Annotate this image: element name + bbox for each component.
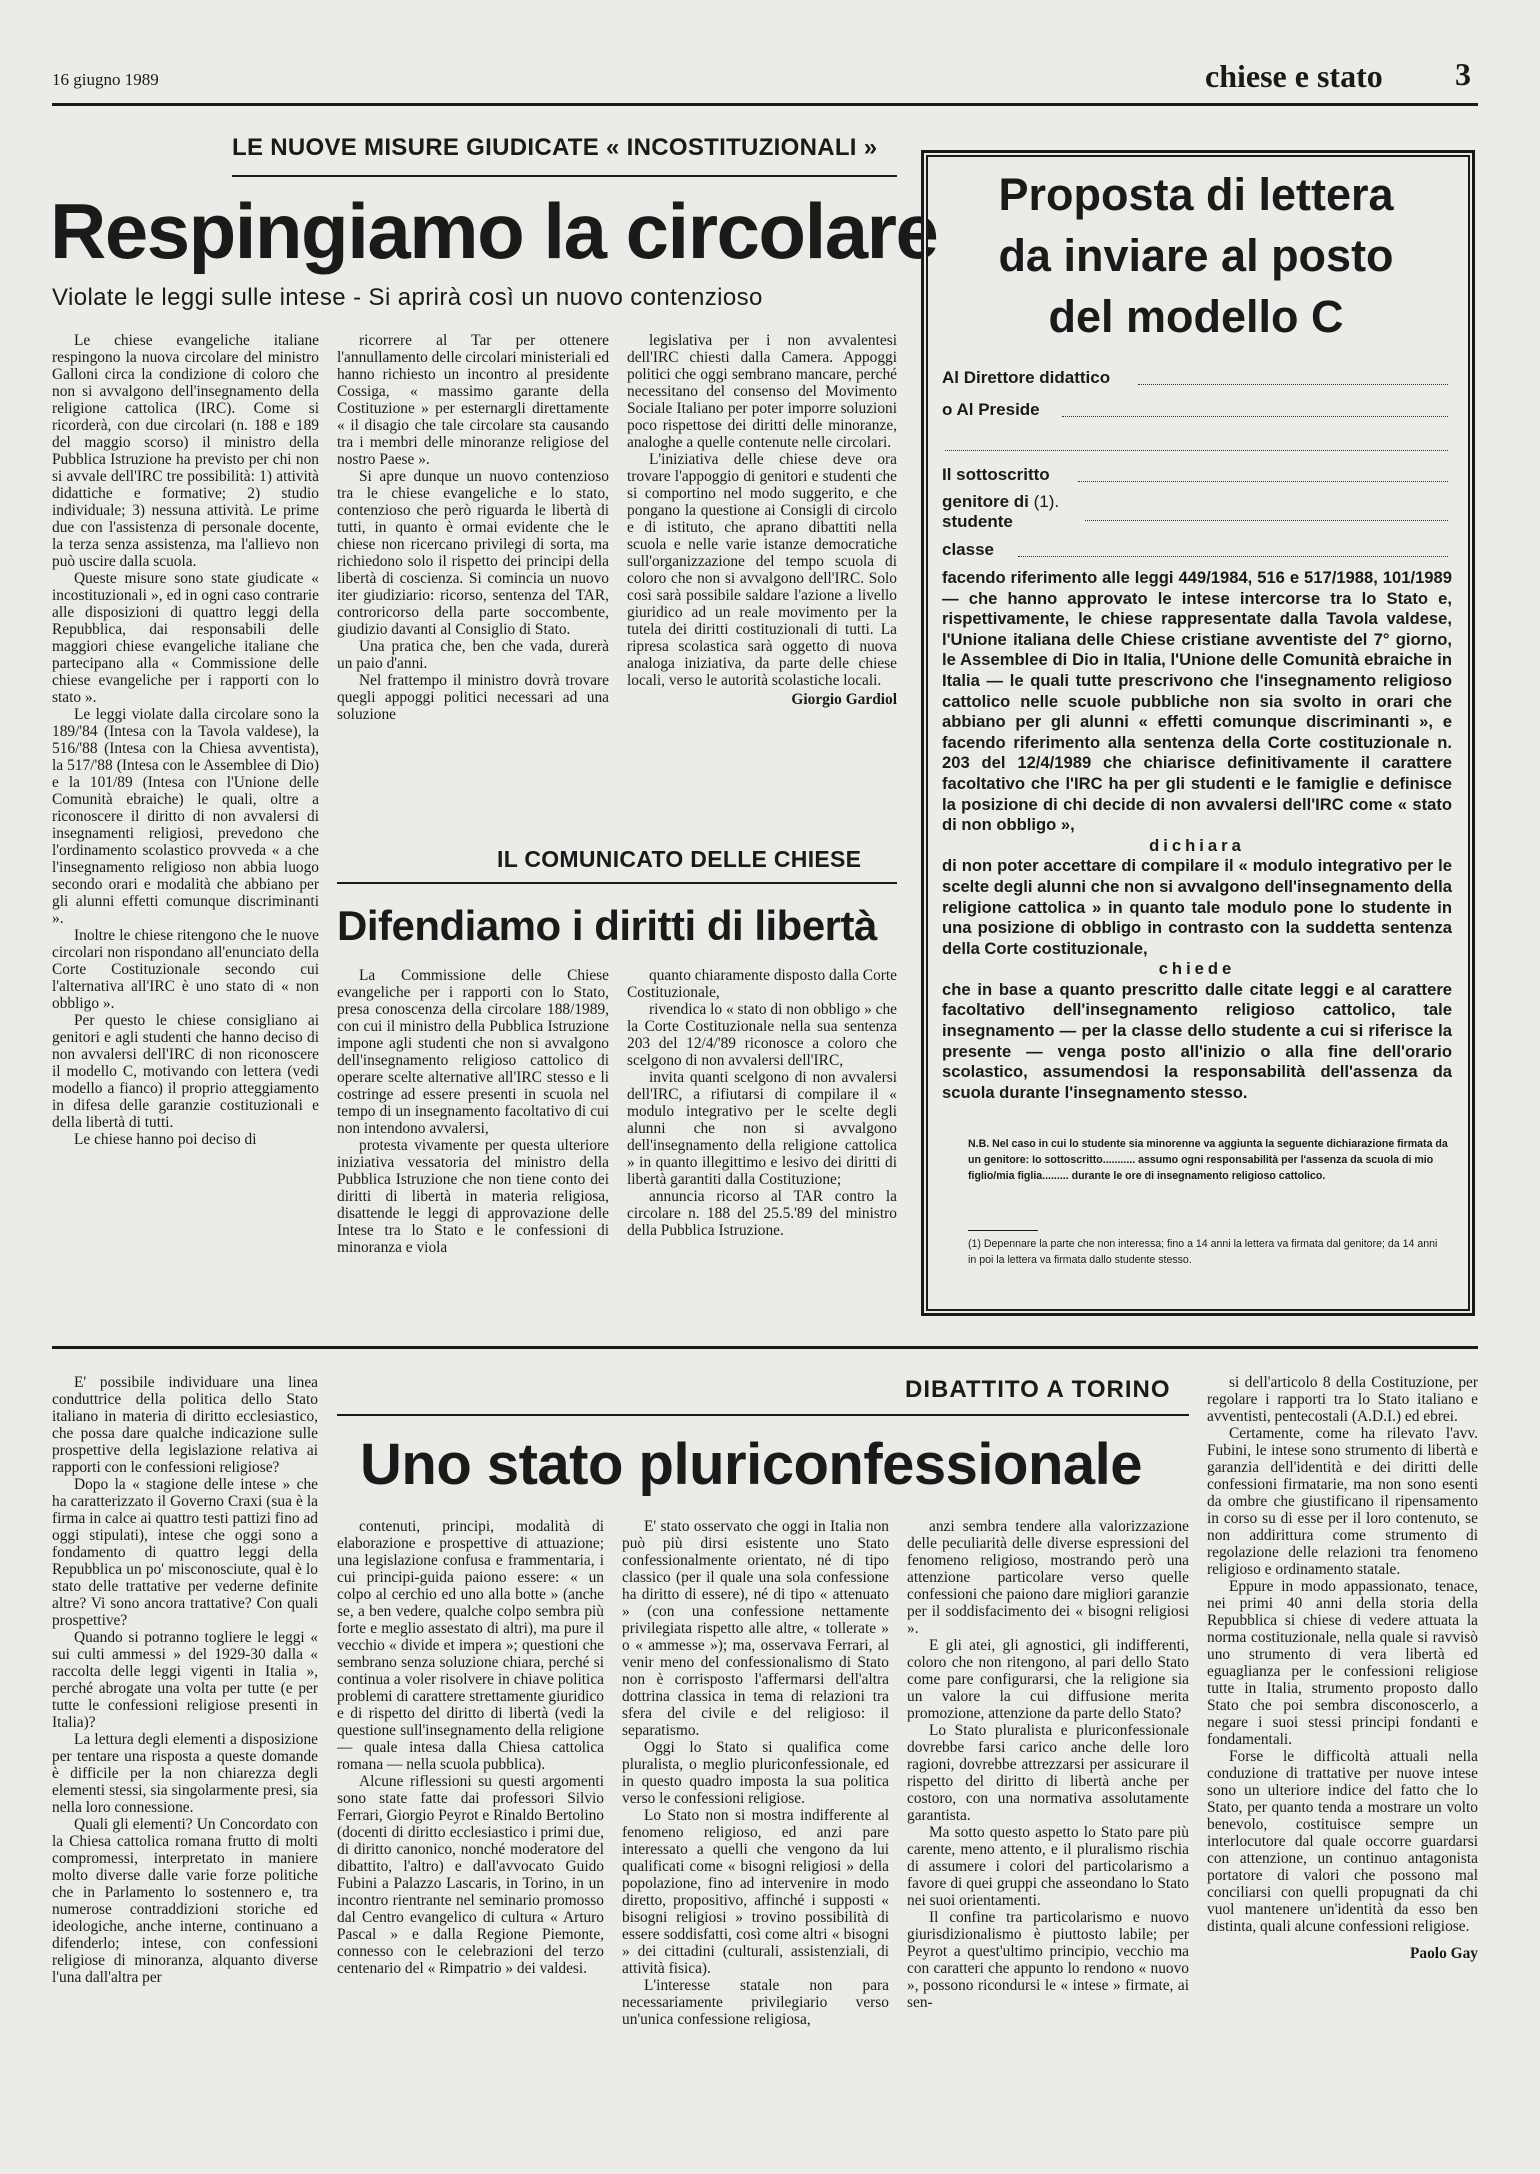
article1-column-2 xyxy=(337,332,609,818)
article3-kicker: DIBATTITO A TORINO xyxy=(905,1376,1171,1403)
paragraph: invita quanti scelgono di non avvalersi dell'IRC, a rifiutarsi di compilare il « modulo integrativo per le scelte degli alunni che non si avvalgono dell'insegnamento della religione cattolica » in quanto illegittimo e lesivo dei diritti di libertà garantiti dalla Costituzione; xyxy=(627,1069,897,1188)
signer-line xyxy=(1078,481,1448,482)
to-director-line xyxy=(1138,384,1448,385)
letter-box-title-line: Proposta di lettera xyxy=(998,169,1394,220)
paragraph: L'iniziativa delle chiese deve ora trovare l'appoggio di genitori e studenti che si comportino nel modo suggerito, e che pongano la questione ai Consigli di circolo e di istituto, che aprano dibattiti nella scuola e nelle varie istanze democratiche sull'organizzazione del tempo scuola di coloro che non si avvalgono dell'IRC. Solo così sarà possibile saldare l'azione a livello giuridico ad un reale movimento per la tutela dei diritti costituzionali di tutti. La ripresa scolastica sarà oggetto di nuova analoga iniziativa, da parte delle chiese locali, verso le autorità scolastiche locali. xyxy=(627,451,897,689)
article3-column-1 xyxy=(52,1374,318,2164)
paragraph: Lo Stato non si mostra indifferente al fenomeno religioso, ed anzi pare interessato a quelli che vengono da lui qualificati come « bisogni religiosi » della popolazione, fino ad intervenire in modo diretto, propositivo, affinché i supposti « bisogni religiosi » trovino possibilità di essere soddisfatti, così come altri « bisogni » dei cittadini (culturali, assistenziali, di attività fisica). xyxy=(622,1807,889,1977)
parent-label xyxy=(942,492,1059,512)
letter-paragraph: di non poter accettare di compilare il « modulo integrativo per le scelte degli alunni che non si avvalgono dell'insegnamento della religione cattolica » in quanto tale modulo pone lo studente in una posizione di obbligo in contrasto con la suddetta sentenza della Corte costituzionale, xyxy=(942,856,1452,958)
paragraph: Certamente, come ha rilevato l'avv. Fubini, le intese sono strumento di libertà e garanzia dell'identità e dei diritti delle confessioni firmatarie, ma non sono esenti da ombre che giustificano il ripensamento in corso su di esse per il loro contenuto, se non addirittura come strumento di regolazione delle relazioni tra fenomeno religioso e ordinamento statale. xyxy=(1207,1425,1478,1578)
letter-nb: N.B. Nel caso in cui lo studente sia minorenne va aggiunta la seguente dichiarazione firmata da un genitore: Io sottoscritto........... assumo ogni responsabilità per l'assenza da scuola di mio figlio/mia figlia......... durante le ore di insegnamento religioso cattolico. xyxy=(968,1138,1448,1182)
paragraph: Ma sotto questo aspetto lo Stato pare più carente, meno attento, e il pluralismo rischia di assumere i colori del particolarismo a favore di quei gruppi che asseondano lo Stato nei suoi orientamenti. xyxy=(907,1824,1189,1909)
article3-column-5 xyxy=(1207,1374,1478,2164)
article1-author: Giorgio Gardiol xyxy=(791,691,897,708)
paragraph: Inoltre le chiese ritengono che le nuove circolari non rispondano all'enunciato della Corte Costituzionale secondo cui l'alternativa all'IRC è uno stato di « non obbligo ». xyxy=(52,927,319,1012)
header-rule xyxy=(52,103,1478,106)
paragraph: Le chiese hanno poi deciso di xyxy=(74,1131,257,1148)
letter-box-title xyxy=(930,164,1462,347)
article2-kicker-rule xyxy=(337,882,897,884)
article3-author: Paolo Gay xyxy=(1410,1945,1478,1962)
article3-kicker-rule xyxy=(337,1414,1189,1416)
paragraph: Oggi lo Stato si qualifica come pluralista, o meglio pluriconfessionale, ed in questo quadro imposta la sua politica verso le confessioni religiose. xyxy=(622,1739,889,1807)
article1-kicker-rule xyxy=(232,175,897,177)
paragraph: Lo Stato pluralista e pluriconfessionale dovrebbe farsi carico anche delle loro ragioni, dovrebbe attrezzarsi per assicurare il rispetto del diritto di libertà anche per costoro, con una normativa assolutamente garantista. xyxy=(907,1722,1189,1824)
paragraph: Forse le difficoltà attuali nella conduzione di trattative per nuove intese sono un ulteriore indice del fatto che lo Stato, per quanto tenda a mostrare un volto benevolo, costituisce sempre un interlocutore dal quale occorre guardarsi con attenzione, un continuo antagonista portatore di valori che possono mal conciliarsi con quelli propugnati da chi vuol mantenere un'identità da esso ben distinta, quali alcune confessioni religiose. xyxy=(1207,1748,1478,1935)
article1-title: Respingiamo la circolare xyxy=(50,187,938,275)
paragraph: Quali gli elementi? Un Concordato con la Chiesa cattolica romana frutto di molti compromessi, interpretato in maniere molto diverse dalle varie forze politiche che in Parlamento lo sostennero e, tra numerose contraddizioni storiche ed ideologiche, anche interne, continuano a difenderlo; intese, con confessioni religiose di minoranza, alquanto diverse l'una dall'altra per xyxy=(52,1816,318,1986)
article1-kicker: LE NUOVE MISURE GIUDICATE « INCOSTITUZIONALI » xyxy=(232,134,878,161)
paragraph: Si apre dunque un nuovo contenzioso tra le chiese evangeliche e lo stato, contenzioso che però riguarda le libertà di tutti, in quanto è ormai evidente che le chiese non ricercano privilegi di sorta, ma richiedono solo il rispetto dei principi della libertà di coscienza. Si comincia un nuovo iter giudiziario: ricorso, sentenza del TAR, controricorso della parte soccombente, giudizio davanti al Consiglio di Stato. xyxy=(337,468,609,638)
to-director-label: Al Direttore didattico xyxy=(942,368,1111,387)
paragraph: La Commissione delle Chiese evangeliche per i rapporti con lo Stato, presa conoscenza della circolare 188/1989, con cui il ministro della Pubblica Istruzione impone agli studenti che non si avvalgono dell'insegnamento religioso cattolico di operare scelte alternative all'IRC stesso e li costringe ad essere presenti in scuola nel tempo di un insegnamento facoltativo di cui non intendono avvalersi, xyxy=(337,967,609,1137)
article2-kicker: IL COMUNICATO DELLE CHIESE xyxy=(497,846,862,872)
paragraph: Quando si potranno togliere le leggi « sui culti ammessi » del 1929-30 dalla « raccolta delle leggi vigenti in Italia », perché abrogate una volta per tutte (e per tutte le confessioni religiose presenti in Italia)? xyxy=(52,1629,318,1731)
issue-date: 16 giugno 1989 xyxy=(52,70,159,89)
article3-column-4 xyxy=(907,1518,1189,2164)
section-title: chiese e stato xyxy=(1205,58,1383,94)
footnote-rule xyxy=(968,1230,1038,1231)
article2-title: Difendiamo i diritti di libertà xyxy=(337,902,877,949)
signer-label: Il sottoscritto xyxy=(942,465,1050,484)
paragraph: Le chiese evangeliche italiane respingono la nuova circolare del ministro Galloni circa la condizione di coloro che non si avvalgono dell'insegnamento della religione cattolica (IRC). Come si ricorderà, con due circolari (n. 188 e 189 del maggio scorso) il ministro della Pubblica Istruzione ha previsto per chi non si avvale dell'IRC tre possibilità: 1) attività didattiche e formative; 2) studio individuale; 3) nessuna attività. Le prime due con l'assistenza di personale docente, la terza senza assistenza, ma l'allievo non può uscire dalla scuola. xyxy=(52,332,319,570)
paragraph: E gli atei, gli agnostici, gli indifferenti, coloro che non ritengono, al pari dello Stato come pare configurarsi, che la religione sia un valore la cui diffusione merita promozione, attenzione da parte dello Stato? xyxy=(907,1637,1189,1722)
paragraph: E' stato osservato che oggi in Italia non può più dirsi esistente uno Stato confessionalmente orientato, né di tipo classico (per il quale una sola confessione ha diritto di essere), né di tipo « attenuato » (con una confessione nettamente privilegiata rispetto alle altre, « tollerate » o « ammesse »); ma, osservava Ferrari, al venir meno del confessionalismo di Stato non è corrisposto l'affermarsi dell'altra dottrina classica in tema di relazioni tra sfera del civile e del religioso: il separatismo. xyxy=(622,1518,889,1739)
parent-text: genitore di xyxy=(942,492,1029,511)
paragraph: si dell'articolo 8 della Costituzione, per regolare i rapporti tra lo Stato italiano e avventisti, pentecostali (A.D.I.) ed ebrei. xyxy=(1207,1374,1478,1425)
class-line xyxy=(1018,556,1448,557)
paragraph: protesta vivamente per questa ulteriore iniziativa vessatoria del ministro della Pubblica Istruzione che non tiene conto dei diritti di libertà in materia religiosa, disattende le leggi di approvazione delle Intese tra lo Stato e le confessioni di minoranza e viola xyxy=(337,1137,609,1256)
paragraph: Queste misure sono state giudicate « incostituzionali », ed in ogni caso contrarie alle disposizioni di quattro leggi della Repubblica, dai responsabili delle maggiori chiese evangeliche italiane che partecipano alla « Commissione delle chiese evangeliche per i rapporti con lo stato ». xyxy=(52,570,319,706)
article2-column-1 xyxy=(337,967,609,1327)
paragraph: Le leggi violate dalla circolare sono la 189/'84 (Intesa con la Tavola valdese), la 516/'88 (Intesa con la Chiesa avventista), la 517/'88 (Intesa con le Assemblee di Dio) e la 101/89 (Intesa con l'Unione delle Comunità ebraiche) le quali, oltre a riconoscere il diritto di non avvalersi di insegnamenti religiosi, prevedono che l'ordinamento scolastico provveda « a che l'insegnamento religioso non abbia luogo secondo orari e modalità che abbiano per gli alunni effetti comunque discriminanti ». xyxy=(52,706,319,927)
article1-column-3 xyxy=(627,332,897,818)
student-label: studente xyxy=(942,512,1013,531)
paragraph: Eppure in modo appassionato, tenace, nei primi 40 anni della storia della Repubblica si chiese di vedere attuata la norma costituzionale, nella quale si ravvisò uno strumento di vera libertà ed eguaglianza per le confessioni religiose tutte in Italia, strumento proposto dallo Stato che poi sembra disconoscerlo, a negare i suoi stessi principi fondanti e fondamentali. xyxy=(1207,1578,1478,1748)
article3-column-2 xyxy=(337,1518,604,2164)
paragraph: anzi sembra tendere alla valorizzazione delle peculiarità delle diverse espressioni del fenomeno religioso, mostrando però una attenzione particolare verso quelle confessioni che paiono dare migliori garanzie per il soddisfacimento dei « bisogni religiosi ». xyxy=(907,1518,1189,1637)
paragraph: legislativa per i non avvalentesi dell'IRC chiesti dalla Camera. Appoggi politici che oggi sembrano mancare, perché necessitano del consenso del Movimento Sociale Italiano per poter imporre soluzioni poco rispettose dei diritti delle minoranze, analoghe a quelle contenute nelle circolari. xyxy=(627,332,897,451)
letter-paragraph: che in base a quanto prescritto dalle citate leggi e al carattere facoltativo dell'insegnamento religioso cattolico, tale insegnamento — per la classe dello studente a cui si riferisce la presente — venga posto all'inizio o alla fine dell'orario scolastico, assumendosi la responsabilità dell'assenza da scuola durante l'insegnamento stesso. xyxy=(942,979,1452,1102)
article1-subtitle: Violate le leggi sulle intese - Si aprirà così un nuovo contenzioso xyxy=(52,284,763,311)
paragraph: Una pratica che, ben che vada, durerà un paio d'anni. xyxy=(337,638,609,672)
paragraph: Dopo la « stagione delle intese » che ha caratterizzato il Governo Craxi (sua è la firma in calce ai quattro testi pattizi fino ad oggi stipulati), intese che oggi sono a fondamento di quattro leggi della Repubblica un po' misconosciute, qual è lo stato delle trattative per vederne definite altre? Vi sono ancora trattative? Con quali prospettive? xyxy=(52,1476,318,1629)
paragraph: Nel frattempo il ministro dovrà trovare quegli appoggi politici necessari ad una soluzione xyxy=(337,672,609,723)
paragraph: quanto chiaramente disposto dalla Corte Costituzionale, xyxy=(627,967,897,1001)
paragraph: L'interesse statale non para necessariamente privilegiario verso un'unica confessione religiosa, xyxy=(622,1977,889,2028)
article3-title: Uno stato pluriconfessionale xyxy=(360,1432,1142,1497)
paragraph: Il confine tra particolarismo e nuovo giurisdizionalismo è piuttosto labile; per Peyrot a quest'ultimo principio, vecchio ma con caratteri che appunto lo rendono « nuovo », possono ricondursi le « intese » firmate, ai sen- xyxy=(907,1909,1189,2011)
article2-column-2 xyxy=(627,967,897,1327)
letter-body xyxy=(942,568,1452,1103)
article1-column-1 xyxy=(52,332,319,1332)
article3-column-3 xyxy=(622,1518,889,2164)
paragraph: contenuti, principi, modalità di elaborazione e prospettive di attuazione; una legislazione confusa e frammentaria, i cui principi-guida paiono essere: « un colpo al cerchio ed uno alla botte » (anche se, a ben vedere, qualche colpo sembra più forte e meglio assestato di altri), ma pure il vecchio « divide et impera »; questioni che sembrano senza soluzione chiara, perché si continua a voler risolvere in chiave politica problemi di carattere strettamente giuridico e di rispetto del diritto di libertà (vedi la questione sull'insegnamento della religione — quale intesa dalla Chiesa cattolica romana — nella scuola pubblica). xyxy=(337,1518,604,1773)
section-divider xyxy=(52,1346,1478,1349)
letter-footnote: (1) Depennare la parte che non interessa; fino a 14 anni la lettera va firmata dal genitore; da 14 anni in poi la lettera va firmata dallo studente stesso. xyxy=(968,1238,1438,1266)
parent-student-line xyxy=(1085,520,1448,521)
paragraph: rivendica lo « stato di non obbligo » che la Corte Costituzionale nella sua sentenza 203 del 12/4/'89 riconosce a coloro che scelgono di non avvalersi dell'IRC, xyxy=(627,1001,897,1069)
class-label: classe xyxy=(942,540,994,559)
paragraph: La lettura degli elementi a disposizione per tentare una risposta a queste domande è difficile per la non chiarezza degli elementi stessi, sia singolarmente presi, sia nella loro connessione. xyxy=(52,1731,318,1816)
letter-declares: dichiara xyxy=(1149,835,1245,855)
blank-line xyxy=(945,450,1448,451)
paragraph: Per questo le chiese consigliano ai genitori e agli studenti che hanno deciso di non avvalersi dell'IRC di non riconoscere il modello C, motivando con lettera (vedi modello a fianco) il proprio atteggiamento in difesa delle garanzie costituzionali e della libertà di tutti. xyxy=(52,1012,319,1131)
paragraph: ricorrere al Tar per ottenere l'annullamento delle circolari ministeriali ed hanno richiesto un incontro al presidente Cossiga, « massimo garante della Costituzione » per esternargli direttamente « il disagio che tale circolare sta causando tra i membri delle minoranze religiose del nostro Paese ». xyxy=(337,332,609,468)
paragraph: E' possibile individuare una linea conduttrice della politica dello Stato italiano in materia di diritto ecclesiastico, che possa dare qualche indicazione sulle prospettive della legislazione relativa ai rapporti con le confessioni religiose? xyxy=(52,1374,318,1476)
page-number: 3 xyxy=(1455,56,1471,92)
paragraph: annuncia ricorso al TAR contro la circolare n. 188 del 25.5.'89 del ministro della Pubblica Istruzione. xyxy=(627,1188,897,1239)
paragraph: Alcune riflessioni su questi argomenti sono state fatte dai professori Silvio Ferrari, Giorgio Peyrot e Rinaldo Bertolino (docenti di diritto ecclesiastico i primi due, di diritto canonico, nonché moderatore del dibattito, l'altro) e dall'avvocato Guido Fubini a Palazzo Lascaris, in Torino, in un incontro rientrante nel seminario promosso dal Centro evangelico di cultura « Arturo Pascal » e dalla Regione Piemonte, connesso con le celebrazioni del terzo centenario del « Rimpatrio » dei valdesi. xyxy=(337,1773,604,1977)
letter-box-title-line: del modello C xyxy=(1048,291,1344,342)
letter-box-title-line: da inviare al posto xyxy=(998,230,1394,281)
to-principal-line xyxy=(1062,416,1448,417)
letter-requests: chiede xyxy=(1158,959,1236,979)
letter-paragraph: facendo riferimento alle leggi 449/1984, 516 e 517/1988, 101/1989 — che hanno approvato le intese intercorse tra lo Stato e, rispettivamente, le chiese rappresentate dalla Tavola valdese, l'Unione italiana delle Chiese cristiane avventiste del 7° giorno, le Assemblee di Dio in Italia, l'Unione delle Comunità ebraiche in Italia — le quali tutte prescrivono che l'insegnamento religioso cattolico nelle scuole pubbliche non sia svolto in orari che abbiano per gli alunni « effetti comunque discriminanti », e facendo riferimento alla sentenza della Corte costituzionale n. 203 del 12/4/1989 che chiarisce definitivamente il carattere facoltativo che l'IRC ha per gli studenti e le famiglie e definisce la posizione di chi decide di non avvalersi dell'IRC come « stato di non obbligo », xyxy=(942,568,1452,835)
to-principal-label: o Al Preside xyxy=(942,400,1040,419)
footnote-ref: (1). xyxy=(1033,492,1060,511)
